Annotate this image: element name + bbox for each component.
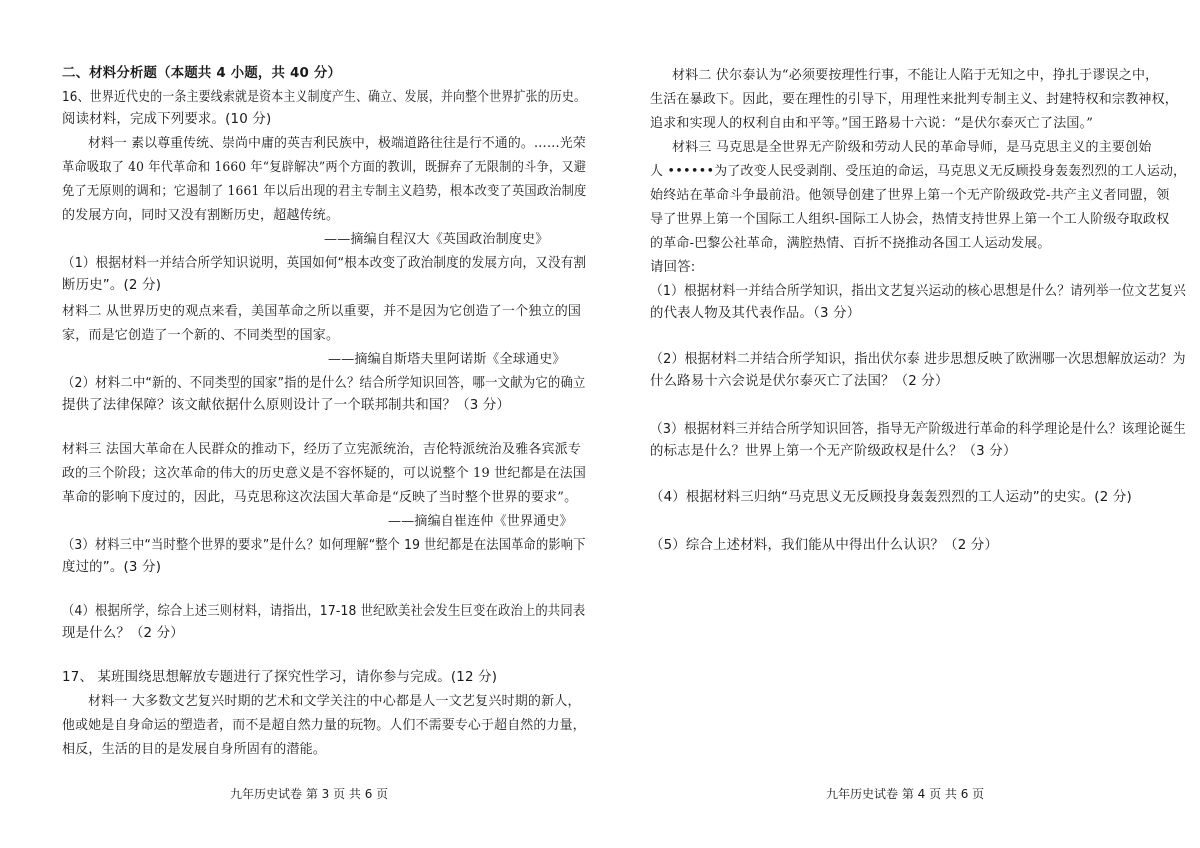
material-3-text: 人 ••••••为了改变人民受剥削、受压迫的命运，马克思义无反顾投身轰轰烈烈的工人运动， bbox=[650, 164, 1187, 179]
question-3: 度过的”。(3 分) bbox=[62, 560, 162, 575]
question-2: （2）根据材料二并结合所学知识，指出伏尔泰 进步思想反映了欧洲哪一次思想解放运动？为 bbox=[650, 352, 1186, 367]
q17-material-1-text: 相反，生活的目的是发展自身所固有的潜能。 bbox=[62, 742, 327, 757]
page-4 bbox=[600, 0, 1200, 848]
question-1: （1）根据材料一并结合所学知识，指出文艺复兴运动的核心思想是什么？请列举一位文艺复兴 bbox=[650, 284, 1186, 299]
question-2: 提供了法律保障？该文献依据什么原则设计了一个联邦制共和国？（3 分） bbox=[62, 398, 511, 413]
material-3-text: 始终站在革命斗争最前沿。他领导创建了世界上第一个无产阶级政党-共产主义者同盟，领 bbox=[650, 188, 1170, 203]
question-3: 的标志是什么？世界上第一个无产阶级政权是什么？（3 分） bbox=[650, 444, 1017, 459]
question-1: 的代表人物及其代表作品。（3 分） bbox=[650, 306, 861, 321]
material-2-text: 生活在暴政下。因此，要在理性的引导下，用理性来批判专制主义、封建特权和宗教神权， bbox=[650, 92, 1179, 107]
material-2-text: 家，而是它创造了一个新的、不同类型的国家。 bbox=[62, 328, 340, 343]
question-3: （3）根据材料三并结合所学知识回答，指导无产阶级进行革命的科学理论是什么？该理论诞生 bbox=[650, 422, 1186, 437]
question-4: （4）根据材料三归纳“马克思义无反顾投身轰轰烈烈的工人运动”的史实。(2 分) bbox=[650, 490, 1132, 505]
material-1-source: ——摘编自程汉大《英国政治制度史》 bbox=[324, 232, 549, 247]
material-3-source: ——摘编自崔连仲《世界通史》 bbox=[388, 514, 573, 529]
material-2-text: 追求和实现人的权利自由和平等。”国王路易十六说：“是伏尔泰灭亡了法国。” bbox=[650, 116, 1094, 131]
q17-material-1-text: 材料一 大多数文艺复兴时期的艺术和文学关注的中心都是人一文艺复兴时期的新人， bbox=[88, 694, 581, 709]
q16-intro: 16、世界近代史的一条主要线索就是资本主义制度产生、确立、发展，并向整个世界扩张的历史。 bbox=[62, 90, 587, 105]
material-1-text: 的发展方向，同时又没有割断历史，超越传统。 bbox=[62, 208, 340, 223]
question-2: （2）材料二中“新的、不同类型的国家”指的是什么？结合所学知识回答，哪一文献为它的确立 bbox=[62, 376, 586, 391]
question-2: 什么路易十六会说是伏尔泰灭亡了法国？（2 分） bbox=[650, 374, 949, 389]
answer-prompt: 请回答: bbox=[650, 260, 696, 275]
question-1: 断历史”。(2 分) bbox=[62, 278, 162, 293]
section-title: 二、材料分析题（本题共 4 小题，共 40 分） bbox=[62, 66, 342, 81]
material-1-text: 材料一 素以尊重传统、崇尚中庸的英吉利民族中，极端道路往往是行不通的。……光荣 bbox=[88, 136, 586, 151]
page-footer: 九年历史试卷 第 3 页 共 6 页 bbox=[230, 787, 389, 801]
question-1: （1）根据材料一并结合所学知识说明，英国如何“根本改变了政治制度的发展方向，又没有割 bbox=[62, 256, 587, 271]
question-4: 现是什么？（2 分） bbox=[62, 626, 184, 641]
question-5: （5）综合上述材料，我们能从中得出什么认识？（2 分） bbox=[650, 538, 999, 553]
material-3-text: 革命的影响下度过的，因此，马克思称这次法国大革命是“反映了当时整个世界的要求”。 bbox=[62, 490, 578, 505]
material-1-text: 革命吸取了 40 年代革命和 1660 年“复辟解决”两个方面的教训，既摒弃了无限制的斗争，又避 bbox=[62, 160, 587, 175]
material-3-text: 材料三 马克思是全世界无产阶级和劳动人民的革命导师，是马克思主义的主要创始 bbox=[672, 140, 1152, 155]
material-2-text: 材料二 从世界历史的观点来看，美国革命之所以重要，并不是因为它创造了一个独立的国 bbox=[62, 304, 582, 319]
page-footer: 九年历史试卷 第 4 页 共 6 页 bbox=[826, 787, 985, 801]
question-3: （3）材料三中“当时整个世界的要求”是什么？如何理解“整个 19 世纪都是在法国革命的影响下 bbox=[62, 538, 586, 553]
material-3-text: 的革命-巴黎公社革命，满腔热情、百折不挠推动各国工人运动发展。 bbox=[650, 236, 1051, 251]
question-4: （4）根据所学，综合上述三则材料，请指出，17-18 世纪欧美社会发生巨变在政治上的共同表 bbox=[62, 604, 586, 619]
q17-material-1-text: 他或她是自身命运的塑造者，而不是超自然力量的玩物。人们不需要专心于超自然的力量， bbox=[62, 718, 586, 733]
material-3-text: 导了世界上第一个国际工人组织-国际工人协会，热情支持世界上第一个工人阶级夺取政权 bbox=[650, 212, 1170, 227]
q16-intro-2: 阅读材料，完成下列要求。(10 分) bbox=[62, 112, 272, 127]
material-3-text: 材料三 法国大革命在人民群众的推动下，经历了立宪派统治，吉伦特派统治及雅各宾派专 bbox=[62, 442, 582, 457]
q17-intro: 17、 某班围绕思想解放专题进行了探究性学习，请你参与完成。(12 分) bbox=[62, 670, 498, 685]
material-2-source: ——摘编自斯塔夫里阿诺斯《全球通史》 bbox=[328, 352, 566, 367]
material-1-text: 免了无原则的调和；它遏制了 1661 年以后出现的君主专制主义趋势，根本改变了英国政治制度 bbox=[62, 184, 587, 199]
material-3-text: 政的三个阶段；这次革命的伟大的历史意义是不容怀疑的，可以说整个 19 世纪都是在法国 bbox=[62, 466, 587, 481]
material-2-text: 材料二 伏尔泰认为“必须要按理性行事，不能让人陷于无知之中，挣扎于谬误之中， bbox=[672, 68, 1159, 83]
